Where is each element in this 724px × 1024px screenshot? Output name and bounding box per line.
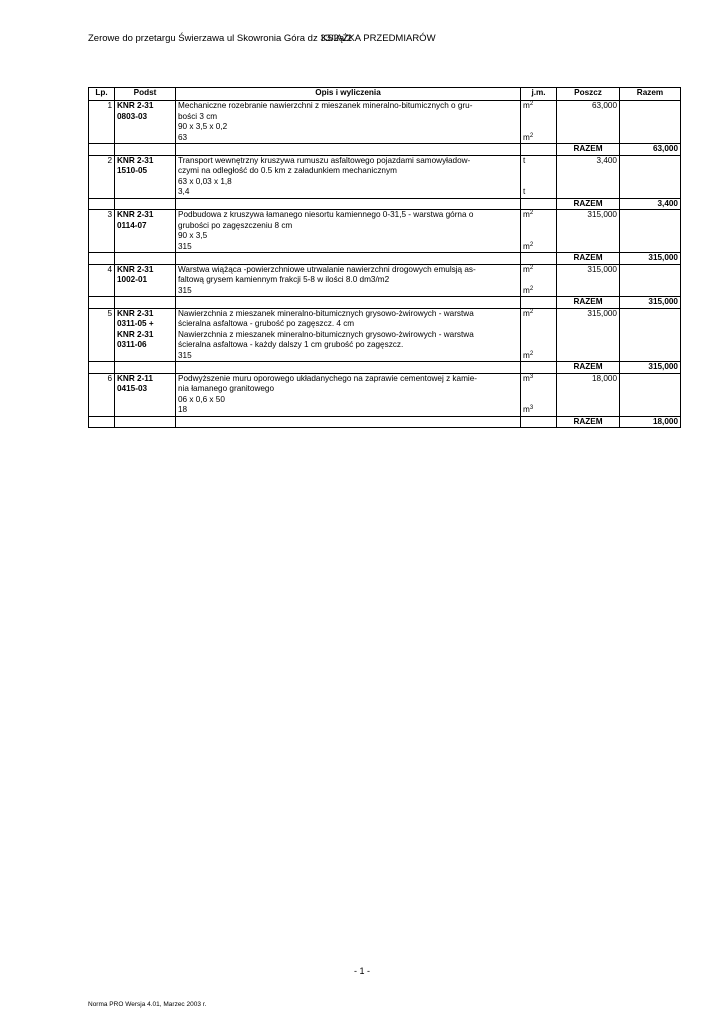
table-header-row: [89, 88, 681, 101]
cell-empty: [176, 198, 521, 210]
cell-poszcz: 18,000: [557, 373, 620, 416]
cell-empty: [89, 297, 115, 309]
opis-line: 90 x 3,5: [178, 231, 208, 240]
cell-poszcz: 315,000: [557, 210, 620, 253]
col-header-razem: Razem: [620, 88, 681, 101]
podst-line: KNR 2-31: [117, 210, 154, 219]
razem-label: RAZEM: [557, 198, 620, 210]
razem-value: 315,000: [620, 362, 681, 374]
opis-line: Podbudowa z kruszywa łamanego niesortu kamiennego 0-31,5 - warstwa górna o: [178, 210, 474, 219]
cell-empty: [115, 198, 176, 210]
opis-line: 90 x 3,5 x 0,2: [178, 122, 228, 131]
summary-row: [89, 198, 681, 210]
software-version: Norma PRO Wersja 4.01, Marzec 2003 r.: [88, 1001, 207, 1008]
cell-razem-empty: [620, 308, 681, 362]
cell-poszcz: 3,400: [557, 155, 620, 198]
opis-line: 63: [178, 132, 188, 142]
opis-line: Warstwa wiążąca -powierzchniowe utrwalanie nawierzchni drogowych emulsją as-: [178, 264, 476, 274]
podst-line: 0311-05 +: [117, 319, 154, 328]
opis-line: Nawierzchnia z mieszanek mineralno-bitumicznych grysowo-żwirowych - warstwa: [178, 308, 474, 318]
cell-opis: [176, 308, 521, 362]
col-header-podst: Podst: [115, 88, 176, 101]
podst-line: 1002-01: [117, 275, 148, 284]
col-header-opis: Opis i wyliczenia: [176, 88, 521, 101]
cell-razem-empty: [620, 373, 681, 416]
table-row: [89, 308, 681, 362]
col-header-lp: Lp.: [89, 88, 115, 101]
summary-row: [89, 362, 681, 374]
cell-empty: [176, 253, 521, 265]
table-row: [89, 155, 681, 198]
podst-line: KNR 2-31: [117, 101, 154, 110]
cell-poszcz: 315,000: [557, 308, 620, 362]
table-row: [89, 210, 681, 253]
cell-opis: [176, 373, 521, 416]
summary-row: [89, 297, 681, 309]
unit-bottom: $m^2$: [523, 132, 534, 142]
cell-razem-empty: [620, 264, 681, 297]
unit-bottom: $m^2$: [523, 285, 534, 295]
podst-line: 0114-07: [117, 220, 147, 230]
cell-jm: [521, 155, 557, 198]
cell-empty: [521, 144, 557, 156]
cell-lp: 5: [89, 308, 115, 362]
cell-opis: [176, 264, 521, 297]
opis-line: 315: [178, 241, 192, 251]
cell-lp: 1: [89, 101, 115, 144]
table-row: [89, 373, 681, 416]
cell-jm: [521, 308, 557, 362]
cell-podst: [115, 264, 176, 297]
col-header-poszcz: Poszcz: [557, 88, 620, 101]
podst-line: 1510-05: [117, 166, 148, 175]
opis-line: 63 x 0,03 x 1,8: [178, 176, 232, 186]
cell-poszcz: 63,000: [557, 101, 620, 144]
cell-empty: [115, 416, 176, 428]
cell-empty: [89, 253, 115, 265]
cell-lp: 4: [89, 264, 115, 297]
unit-bottom: t: [523, 187, 526, 196]
opis-line: bości 3 cm: [178, 111, 218, 121]
unit-top: $m^2$: [523, 308, 534, 318]
unit-bottom: $m^2$: [523, 241, 534, 251]
cell-empty: [176, 297, 521, 309]
opis-line: 3,4: [178, 187, 190, 196]
cell-lp: 6: [89, 373, 115, 416]
opis-line: Podwyższenie muru oporowego układanychego na zaprawie cementowej z kamie-: [178, 373, 478, 383]
cell-empty: [115, 297, 176, 309]
opis-line: czymi na odległość do 0.5 km z załadunkiem mechanicznym: [178, 166, 397, 175]
header-right: KSIĄŻKA PRZEDMIARÓW: [321, 33, 436, 44]
cell-podst: [115, 373, 176, 416]
unit-top: $m^3$: [523, 373, 534, 383]
cell-empty: [89, 362, 115, 374]
unit-bottom: $m^3$: [523, 405, 534, 414]
podst-line: 0803-03: [117, 111, 148, 121]
opis-line: ścieralna asfaltowa - każdy dalszy 1 cm grubość po zagęszcz.: [178, 340, 404, 349]
podst-line: KNR 2-11: [117, 373, 153, 383]
cell-opis: [176, 210, 521, 253]
razem-label: RAZEM: [557, 253, 620, 265]
razem-label: RAZEM: [557, 362, 620, 374]
cell-podst: [115, 155, 176, 198]
cell-razem-empty: [620, 101, 681, 144]
cell-jm: [521, 210, 557, 253]
cell-podst: [115, 308, 176, 362]
cell-empty: [521, 297, 557, 309]
cell-empty: [115, 144, 176, 156]
cell-razem-empty: [620, 155, 681, 198]
razem-label: RAZEM: [557, 144, 620, 156]
opis-line: nia łamanego granitowego: [178, 384, 275, 393]
cell-empty: [115, 362, 176, 374]
opis-line: Mechaniczne rozebranie nawierzchni z mieszanek mineralno-bitumicznych o gru-: [178, 101, 473, 110]
col-header-jm: j.m.: [521, 88, 557, 101]
unit-top: $m^2$: [523, 264, 534, 274]
cell-empty: [89, 198, 115, 210]
cell-podst: [115, 210, 176, 253]
cell-podst: [115, 101, 176, 144]
unit-top: t: [523, 155, 526, 165]
table-row: [89, 264, 681, 297]
razem-value: 315,000: [620, 297, 681, 309]
page-number: - 1 -: [353, 966, 370, 976]
cell-empty: [521, 416, 557, 428]
opis-line: Transport wewnętrzny kruszywa rumuszu asfaltowego pojazdami samowyładow-: [178, 155, 471, 165]
summary-row: [89, 253, 681, 265]
cell-jm: [521, 101, 557, 144]
unit-top: $m^2$: [523, 101, 534, 110]
cell-empty: [176, 362, 521, 374]
cell-opis: [176, 101, 521, 144]
cell-empty: [89, 416, 115, 428]
cell-empty: [521, 198, 557, 210]
podst-line: KNR 2-31: [117, 308, 154, 318]
opis-line: 18: [178, 405, 188, 414]
summary-row: [89, 416, 681, 428]
podst-line: KNR 2-31: [117, 155, 154, 165]
razem-label: RAZEM: [557, 297, 620, 309]
podst-line: KNR 2-31: [117, 264, 154, 274]
podst-line: KNR 2-31: [117, 329, 154, 339]
opis-line: grubości po zagęszczeniu 8 cm: [178, 220, 293, 230]
podst-line: 0415-03: [117, 384, 148, 393]
razem-value: 18,000: [620, 416, 681, 428]
cell-empty: [176, 144, 521, 156]
podst-line: 0311-06: [117, 340, 147, 349]
table-row: [89, 101, 681, 144]
przedmiar-table: [88, 87, 681, 428]
cell-empty: [521, 253, 557, 265]
razem-value: 315,000: [620, 253, 681, 265]
cell-jm: [521, 264, 557, 297]
opis-line: ścieralna asfaltowa - grubość po zagęszcz. 4 cm: [178, 319, 355, 328]
opis-line: faltową grysem kamiennym frakcji 5-8 w ilości 8.0 dm3/m2: [178, 275, 390, 284]
cell-razem-empty: [620, 210, 681, 253]
opis-line: 315: [178, 350, 192, 360]
unit-top: $m^2$: [523, 210, 534, 219]
cell-lp: 3: [89, 210, 115, 253]
razem-label: RAZEM: [557, 416, 620, 428]
razem-value: 3,400: [620, 198, 681, 210]
cell-jm: [521, 373, 557, 416]
unit-bottom: $m^2$: [523, 350, 534, 360]
cell-opis: [176, 155, 521, 198]
razem-value: 63,000: [620, 144, 681, 156]
cell-lp: 2: [89, 155, 115, 198]
cell-empty: [176, 416, 521, 428]
cell-empty: [89, 144, 115, 156]
cell-empty: [521, 362, 557, 374]
opis-line: 06 x 0,6 x 50: [178, 394, 225, 404]
cell-poszcz: 315,000: [557, 264, 620, 297]
opis-line: Nawierzchnia z mieszanek mineralno-bitumicznych grysowo-żwirowych - warstwa: [178, 329, 474, 339]
summary-row: [89, 144, 681, 156]
header-left: Zerowe do przetargu Świerzawa ul Skowronia Góra dz 33/2a/2: [88, 33, 353, 44]
cell-empty: [115, 253, 176, 265]
opis-line: 315: [178, 285, 192, 295]
